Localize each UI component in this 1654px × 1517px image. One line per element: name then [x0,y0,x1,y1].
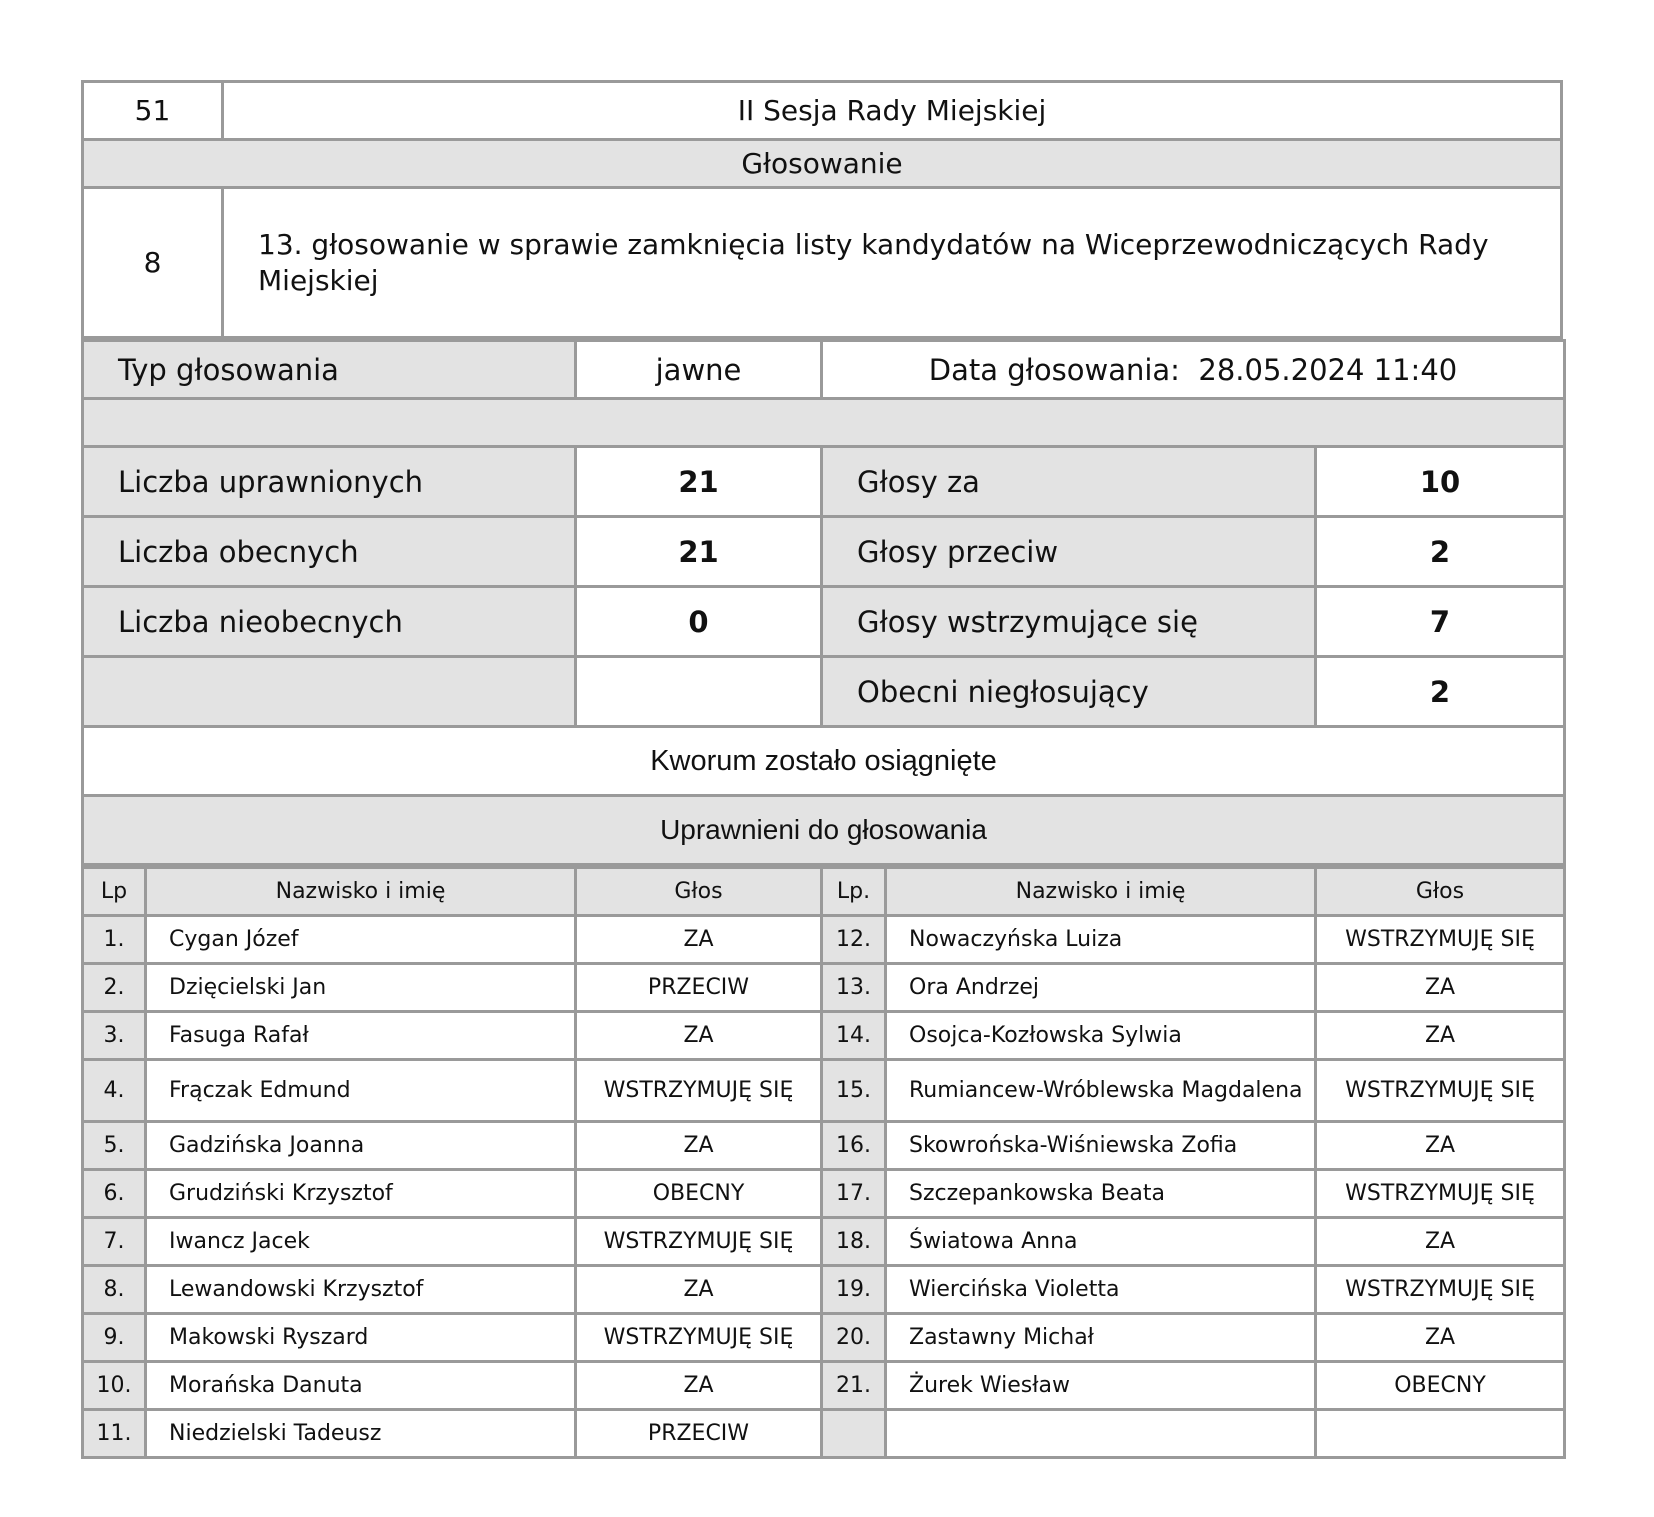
col-lp-left: Lp [83,868,146,916]
voter-name: Wiercińska Violetta [886,1266,1316,1314]
vote-date [822,341,1565,399]
nonvoting-label: Obecni niegłosujący [822,657,1316,727]
eligible-label: Liczba uprawnionych [83,447,576,517]
section-label: Głosowanie [83,140,1562,188]
voters-table [81,866,1566,1459]
type-label: Typ głosowania [83,341,576,399]
table-row [83,1122,1565,1170]
voter-vote: ZA [1316,1314,1565,1362]
voter-lp: 7. [83,1218,146,1266]
table-row [83,1410,1565,1458]
voting-description: 13. głosowanie w sprawie zamknięcia listy kandydatów na Wiceprzewodniczących Rady Miejskiej [223,188,1562,338]
absent-label: Liczba nieobecnych [83,587,576,657]
voter-vote: WSTRZYMUJĘ SIĘ [576,1060,822,1122]
voter-vote: WSTRZYMUJĘ SIĘ [1316,1060,1565,1122]
eligible-value: 21 [576,447,822,517]
voter-lp: 15. [822,1060,886,1122]
col-vote-right: Głos [1316,868,1565,916]
col-lp-right: Lp. [822,868,886,916]
voter-lp: 19. [822,1266,886,1314]
voter-lp: 17. [822,1170,886,1218]
voter-name: Lewandowski Krzysztof [146,1266,576,1314]
voter-lp: 18. [822,1218,886,1266]
table-row [83,1314,1565,1362]
col-name-left: Nazwisko i imię [146,868,576,916]
voter-lp: 1. [83,916,146,964]
voter-vote: ZA [576,1362,822,1410]
voter-vote: ZA [576,916,822,964]
empty-label-cell [83,657,576,727]
voter-lp: 11. [83,1410,146,1458]
voter-name: Gadzińska Joanna [146,1122,576,1170]
date-label: Data głosowania: [928,352,1180,387]
table-row [83,1170,1565,1218]
for-label: Głosy za [822,447,1316,517]
quorum-status: Kworum zostało osiągnięte [83,727,1565,796]
voter-lp: 8. [83,1266,146,1314]
type-value: jawne [576,341,822,399]
voters-title: Uprawnieni do głosowania [83,796,1565,865]
voter-vote: ZA [576,1122,822,1170]
voter-vote: ZA [576,1266,822,1314]
voter-vote [1316,1410,1565,1458]
voter-lp: 2. [83,964,146,1012]
header-table [81,80,1563,339]
col-name-right: Nazwisko i imię [886,868,1316,916]
table-row [83,1060,1565,1122]
voter-vote: PRZECIW [576,1410,822,1458]
voter-name: Niedzielski Tadeusz [146,1410,576,1458]
table-row [83,1012,1565,1060]
voter-vote: WSTRZYMUJĘ SIĘ [576,1218,822,1266]
nonvoting-value: 2 [1316,657,1565,727]
spacer-row [83,399,1565,447]
voter-name: Skowrońska-Wiśniewska Zofia [886,1122,1316,1170]
voter-lp: 16. [822,1122,886,1170]
voter-name: Frączak Edmund [146,1060,576,1122]
voter-vote: ZA [1316,964,1565,1012]
voter-lp: 4. [83,1060,146,1122]
voter-name: Cygan Józef [146,916,576,964]
table-row [83,1218,1565,1266]
voter-lp: 14. [822,1012,886,1060]
present-label: Liczba obecnych [83,517,576,587]
voter-vote: WSTRZYMUJĘ SIĘ [1316,916,1565,964]
table-row [83,964,1565,1012]
for-value: 10 [1316,447,1565,517]
voter-name: Grudziński Krzysztof [146,1170,576,1218]
abstain-value: 7 [1316,587,1565,657]
voter-name: Makowski Ryszard [146,1314,576,1362]
session-title: II Sesja Rady Miejskiej [223,82,1562,140]
against-label: Głosy przeciw [822,517,1316,587]
date-value: 28.05.2024 11:40 [1198,352,1458,387]
voter-lp: 9. [83,1314,146,1362]
voter-lp: 21. [822,1362,886,1410]
against-value: 2 [1316,517,1565,587]
voter-name [886,1410,1316,1458]
voter-name: Osojca-Kozłowska Sylwia [886,1012,1316,1060]
voter-vote: WSTRZYMUJĘ SIĘ [1316,1266,1565,1314]
summary-table [81,339,1566,866]
item-number: 8 [83,188,223,338]
voter-name: Nowaczyńska Luiza [886,916,1316,964]
voter-name: Zastawny Michał [886,1314,1316,1362]
voter-vote: OBECNY [576,1170,822,1218]
voter-name: Dzięcielski Jan [146,964,576,1012]
voter-vote: PRZECIW [576,964,822,1012]
voter-name: Iwancz Jacek [146,1218,576,1266]
voter-vote: ZA [1316,1012,1565,1060]
session-number: 51 [83,82,223,140]
voter-lp: 3. [83,1012,146,1060]
voter-lp: 10. [83,1362,146,1410]
table-row [83,1362,1565,1410]
voter-vote: WSTRZYMUJĘ SIĘ [1316,1170,1565,1218]
voter-lp: 6. [83,1170,146,1218]
voter-name: Morańska Danuta [146,1362,576,1410]
voter-vote: ZA [1316,1218,1565,1266]
voter-vote: ZA [576,1012,822,1060]
col-vote-left: Głos [576,868,822,916]
voter-lp: 12. [822,916,886,964]
empty-value-cell [576,657,822,727]
present-value: 21 [576,517,822,587]
absent-value: 0 [576,587,822,657]
abstain-label: Głosy wstrzymujące się [822,587,1316,657]
voter-lp: 20. [822,1314,886,1362]
voter-lp: 5. [83,1122,146,1170]
table-row [83,1266,1565,1314]
voter-lp: 13. [822,964,886,1012]
voter-name: Szczepankowska Beata [886,1170,1316,1218]
voter-vote: OBECNY [1316,1362,1565,1410]
voter-vote: WSTRZYMUJĘ SIĘ [576,1314,822,1362]
voting-report [81,80,1563,1459]
voter-name: Ora Andrzej [886,964,1316,1012]
voter-name: Rumiancew-Wróblewska Magdalena [886,1060,1316,1122]
voter-name: Fasuga Rafał [146,1012,576,1060]
voter-name: Żurek Wiesław [886,1362,1316,1410]
voter-name: Światowa Anna [886,1218,1316,1266]
voter-lp [822,1410,886,1458]
voter-vote: ZA [1316,1122,1565,1170]
table-row [83,916,1565,964]
